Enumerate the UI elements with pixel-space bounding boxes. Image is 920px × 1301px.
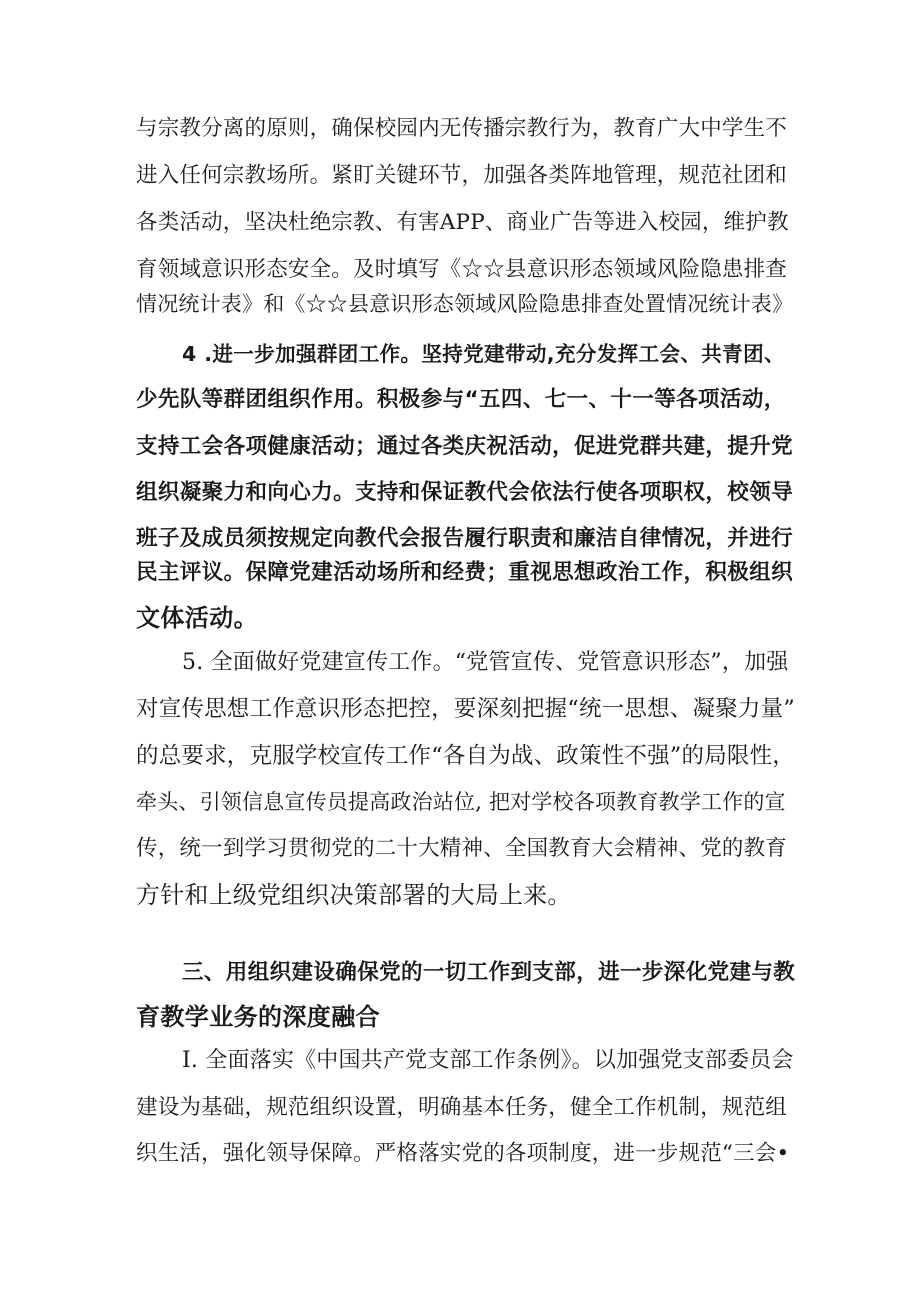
paragraph-line: 建设为基础，规范组织设置，明确基本任务，健全工作机制，规范组 bbox=[136, 1095, 788, 1120]
paragraph-line: 育领域意识形态安全。及时填写《☆☆县意识形态领域风险隐患排查 bbox=[136, 257, 788, 282]
paragraph-line: 织生活，强化领导保障。严格落实党的各项制度，进一步规范“三会• bbox=[136, 1141, 790, 1166]
paragraph-line: 情况统计表》和《☆☆县意识形态领域风险隐患排查处置情况统计表》 bbox=[136, 292, 794, 316]
section-5-heading-line: 5. 全面做好党建宣传工作。“党管宣传、党管意识形态”，加强 bbox=[182, 650, 789, 675]
paragraph-line: 进入任何宗教场所。紧盯关键环节，加强各类阵地管理，规范社团和 bbox=[136, 163, 788, 188]
item-1-heading-line: I. 全面落实《中国共产党支部工作条例》。以加强党支部委员会 bbox=[182, 1048, 794, 1073]
paragraph-line: 与宗教分离的原则，确保校园内无传播宗教行为，教育广大中学生不 bbox=[136, 116, 788, 141]
paragraph-line: 牵头、引领信息宣传员提高政治站位, 把对学校各项教育教学工作的宣 bbox=[136, 790, 786, 814]
section-3-heading-line: 三、用组织建设确保党的一切工作到支部，进一步深化党建与教 bbox=[182, 960, 796, 985]
paragraph-line: 少先队等群团组织作用。积极参与“五四、七一、十一等各项活动， bbox=[136, 387, 786, 412]
section-3-heading-line: 育教学业务的深度融合 bbox=[136, 1003, 380, 1031]
section-4-heading-line: 4 .进一步加强群团工作。坚持党建带动,充分发挥工会、共青团、 bbox=[182, 342, 785, 366]
paragraph-line: 班子及成员须按规定向教代会报告履行职责和廉洁自律情况，并进行 bbox=[136, 526, 794, 551]
paragraph-line: 的总要求，克服学校宣传工作“各自为战、政策性不强”的局限性， bbox=[136, 743, 796, 769]
paragraph-line: 方针和上级党组织决策部署的大局上来。 bbox=[136, 881, 572, 909]
paragraph-line: 民主评议。保障党建活动场所和经费；重视思想政治工作，积极组织 bbox=[136, 560, 794, 585]
paragraph-line: 各类活动，坚决杜绝宗教、有害APP、商业广告等进入校园，维护教 bbox=[136, 210, 789, 235]
paragraph-line: 文体活动。 bbox=[136, 604, 258, 632]
paragraph-line: 对宣传思想工作意识形态把控，要深刻把握“统一思想、凝聚力量” bbox=[136, 696, 796, 722]
paragraph-line: 组织凝聚力和向心力。支持和保证教代会依法行使各项职权，校领导 bbox=[136, 480, 794, 505]
paragraph-line: 支持工会各项健康活动；通过各类庆祝活动，促进党群共建，提升党 bbox=[136, 434, 794, 459]
paragraph-line: 传，统一到学习贯彻党的二十大精神、全国教育大会精神、党的教育 bbox=[136, 836, 788, 861]
